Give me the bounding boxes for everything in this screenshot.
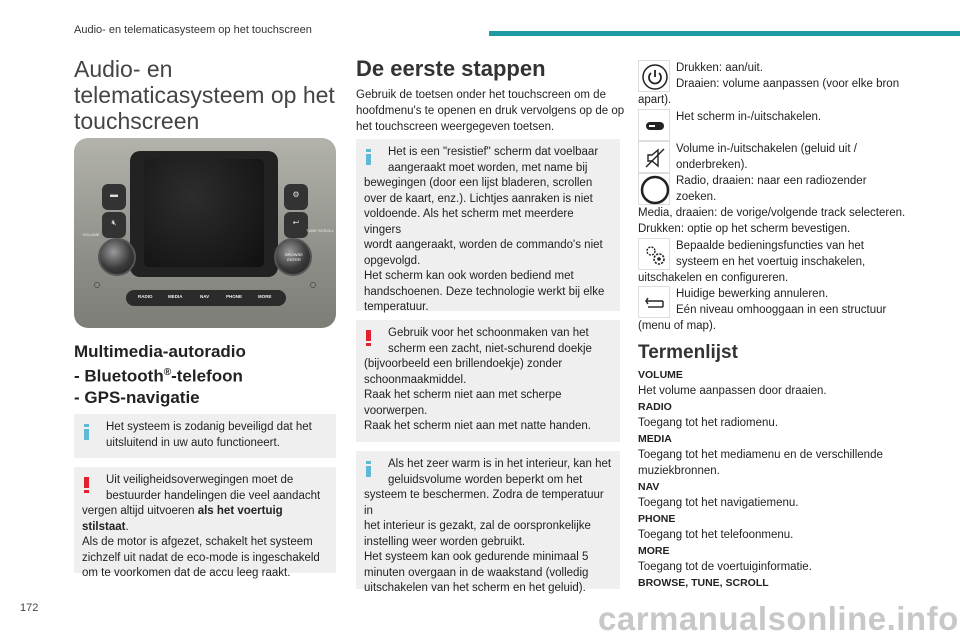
- tune-scroll-label: TUNE SCROLL: [306, 228, 335, 233]
- section-title-first-steps: De eerste stappen: [356, 56, 546, 81]
- glossary-term: RADIO: [638, 401, 672, 413]
- control-line: Drukken: aan/uit.: [676, 62, 763, 74]
- warning-note-line-1: Uit veiligheidsoverwegingen moet de: [106, 474, 294, 486]
- note-line: temperatuur.: [364, 301, 429, 313]
- control-line: uitschakelen en configureren.: [638, 272, 789, 284]
- settings-button-illustration: [284, 184, 308, 210]
- volume-label: VOLUME: [82, 232, 100, 237]
- note-line: schoonmaakmiddel.: [364, 373, 467, 386]
- screen-toggle-icon: [638, 109, 670, 141]
- mute-icon: 🔇︎: [111, 218, 117, 227]
- registered-mark: ®: [163, 367, 172, 378]
- phone-key: PHONE: [226, 294, 243, 299]
- subtitle-line-1: Multimedia-autoradio: [74, 342, 246, 361]
- glossary-list: [638, 367, 918, 591]
- note-line: geluidsvolume worden beperkt om het: [388, 473, 583, 486]
- note-line: (bijvoorbeeld een brillendoekje) zonder: [364, 358, 563, 370]
- radio-key: RADIO: [138, 294, 153, 299]
- browse-enter-label: BROWSE ENTER: [285, 252, 303, 262]
- info-icon: [366, 461, 371, 477]
- note-line: aangeraakt moet worden, met name bij: [388, 161, 588, 174]
- subtitle-line-2-pre: - Bluetooth: [74, 366, 164, 386]
- power-icon: [638, 60, 670, 92]
- warning-note-cleaning: [356, 320, 620, 442]
- hard-key-bar: [126, 290, 286, 306]
- warning-note-line-6: om te voorkomen dat de accu leeg raakt.: [82, 567, 291, 579]
- glossary-definition: Toegang tot het navigatiemenu.: [638, 497, 799, 509]
- note-line: opgevolgd.: [364, 254, 421, 267]
- page-number: 172: [20, 602, 39, 614]
- section-title-glossary: Termenlijst: [638, 342, 738, 363]
- info-icon: [84, 424, 89, 440]
- subtitle-line-3: - GPS-navigatie: [74, 387, 200, 407]
- warning-icon: [84, 477, 89, 493]
- warning-note-line-4: Als de motor is afgezet, schakelt het systeem: [82, 536, 313, 548]
- note-line: Raak het scherm niet aan met natte handen.: [364, 420, 591, 432]
- info-note-temperature: [356, 451, 620, 594]
- running-header: Audio- en telematicasysteem op het touchscreen: [74, 24, 312, 36]
- head-unit-image: [74, 138, 336, 328]
- glossary-definition: Toegang tot het radiomenu.: [638, 417, 779, 429]
- nav-key: NAV: [200, 294, 210, 299]
- info-note-resistive-screen: [356, 139, 620, 311]
- note-line: voldoende. Als het scherm met meerdere vingers: [364, 208, 574, 236]
- control-line: Drukken: optie op het scherm bevestigen.: [638, 223, 851, 235]
- back-icon: ↩: [292, 218, 300, 227]
- screen-toggle-icon: ▬: [110, 190, 118, 199]
- note-line: instelling weer worden gebruikt.: [364, 535, 526, 548]
- note-line: wordt aangeraakt, worden de commando's niet: [364, 239, 603, 251]
- control-line: Bepaalde bedieningsfuncties van het: [676, 240, 864, 252]
- note-line: systeem te beschermen. Zodra de temperatuur in: [364, 489, 604, 517]
- glossary-definition: Toegang tot de voertuiginformatie.: [638, 561, 812, 573]
- knob-icon: [638, 173, 670, 205]
- screen-toggle-button-illustration: [102, 184, 126, 210]
- page-title-line-1: Audio- en: [74, 56, 173, 82]
- intro-line: het touchscreen weergegeven toetsen.: [356, 121, 555, 133]
- glossary-term: NAV: [638, 481, 660, 493]
- glossary-definition: muziekbronnen.: [638, 465, 720, 477]
- glossary-term: BROWSE, TUNE, SCROLL: [638, 577, 769, 589]
- control-line: Radio, draaien: naar een radiozender: [676, 175, 867, 187]
- mute-icon: [638, 141, 670, 173]
- warning-note-line-2: bestuurder handelingen die veel aandacht: [106, 489, 321, 502]
- control-line: (menu of map).: [638, 320, 716, 332]
- note-line: scherm een zacht, niet-schurend doekje: [388, 342, 592, 355]
- control-line: onderbreken).: [676, 159, 748, 171]
- control-settings: [638, 238, 908, 286]
- touchscreen: [144, 159, 264, 267]
- control-power: [638, 60, 908, 108]
- info-icon: [366, 149, 371, 165]
- media-key: MEDIA: [168, 294, 183, 299]
- note-line: Gebruik voor het schoonmaken van het: [388, 327, 589, 339]
- info-note-line-1: Het systeem is zodanig beveiligd dat het: [106, 421, 312, 433]
- settings-icon: [638, 238, 670, 270]
- header-accent-bar: [489, 31, 960, 36]
- note-line: uitschakelen van het scherm en het geluid).: [364, 582, 586, 594]
- control-line: Huidige bewerking annuleren.: [676, 288, 829, 300]
- control-line: zoeken.: [676, 191, 717, 203]
- note-line: Als het zeer warm is in het interieur, kan het: [388, 458, 612, 470]
- emphasis-stationary: als het voertuig stilstaat: [82, 505, 283, 533]
- note-line: Raak het scherm niet aan met scherpe: [364, 389, 562, 401]
- note-line: handschoenen. Deze technologie werkt bij elke: [364, 285, 605, 298]
- back-button-illustration: [284, 212, 308, 238]
- glossary-term: VOLUME: [638, 369, 683, 381]
- control-back: [638, 286, 908, 334]
- info-note-line-2: uitsluitend in uw auto functioneert.: [106, 436, 280, 449]
- control-line: Eén niveau omhooggaan in een structuur: [676, 304, 887, 316]
- intro-paragraph: [356, 87, 626, 135]
- subtitle-line-2-post: -telefoon: [171, 366, 243, 386]
- more-key: MORE: [258, 294, 272, 299]
- glossary-term: PHONE: [638, 513, 676, 525]
- decor-dot: [94, 282, 100, 288]
- glossary-term: MEDIA: [638, 433, 672, 445]
- control-browse-knob: [638, 173, 908, 237]
- volume-knob-illustration: [98, 238, 136, 276]
- intro-line: hoofdmenu's te openen en druk vervolgens op de op: [356, 105, 625, 117]
- warning-note-safety: [74, 467, 336, 579]
- control-screen-toggle: [638, 109, 908, 125]
- watermark: carmanualsonline.info: [598, 600, 959, 637]
- control-line: Volume in-/uitschakelen (geluid uit /: [676, 143, 857, 155]
- control-line: apart).: [638, 94, 672, 106]
- warning-note-line-5: zichzelf uit nadat de eco-mode is ingeschakeld: [82, 551, 320, 564]
- glossary-definition: Toegang tot het telefoonmenu.: [638, 529, 794, 541]
- control-line: Media, draaien: de vorige/volgende track selecteren.: [638, 207, 906, 219]
- back-icon: [638, 286, 670, 318]
- note-line: minuten overgaan in de waakstand (volledig: [364, 566, 589, 579]
- page-title-line-2: telematicasysteem op het: [74, 82, 335, 108]
- control-line: systeem en het voertuig inschakelen,: [676, 256, 866, 268]
- note-line: voorwerpen.: [364, 404, 428, 417]
- glossary-definition: Het volume aanpassen door draaien.: [638, 385, 827, 397]
- warning-note-line-3: vergen altijd uitvoeren als het voertuig stilstaat.: [82, 505, 283, 533]
- note-line: bewegingen (door een lijst bladeren, scrollen: [364, 177, 593, 189]
- note-line: Het is een "resistief" scherm dat voelbaar: [388, 146, 599, 158]
- glossary-definition: Toegang tot het mediamenu en de verschillende: [638, 449, 883, 461]
- decor-dot: [310, 282, 316, 288]
- intro-line: Gebruik de toetsen onder het touchscreen om de: [356, 89, 606, 101]
- control-mute: [638, 141, 908, 173]
- subtitle-line-2: [74, 362, 334, 387]
- info-note-security: [74, 414, 336, 458]
- note-line: het interieur is gezakt, zal de oorspronkelijke: [364, 520, 591, 532]
- product-subtitle: [74, 341, 334, 408]
- settings-icon: ⚙: [292, 190, 300, 199]
- note-line: Het systeem kan ook gedurende minimaal 5: [364, 551, 589, 563]
- control-line: Het scherm in-/uitschakelen.: [676, 111, 822, 123]
- note-line: Het scherm kan ook worden bediend met: [364, 270, 574, 282]
- warning-icon: [366, 330, 371, 346]
- page-title-line-3: touchscreen: [74, 108, 200, 134]
- control-line: Draaien: volume aanpassen (voor elke bron: [676, 78, 900, 90]
- page-title: [74, 56, 344, 134]
- note-line: over de kaart, enz.). Lichtjes aanraken is niet: [364, 192, 593, 205]
- glossary-term: MORE: [638, 545, 670, 557]
